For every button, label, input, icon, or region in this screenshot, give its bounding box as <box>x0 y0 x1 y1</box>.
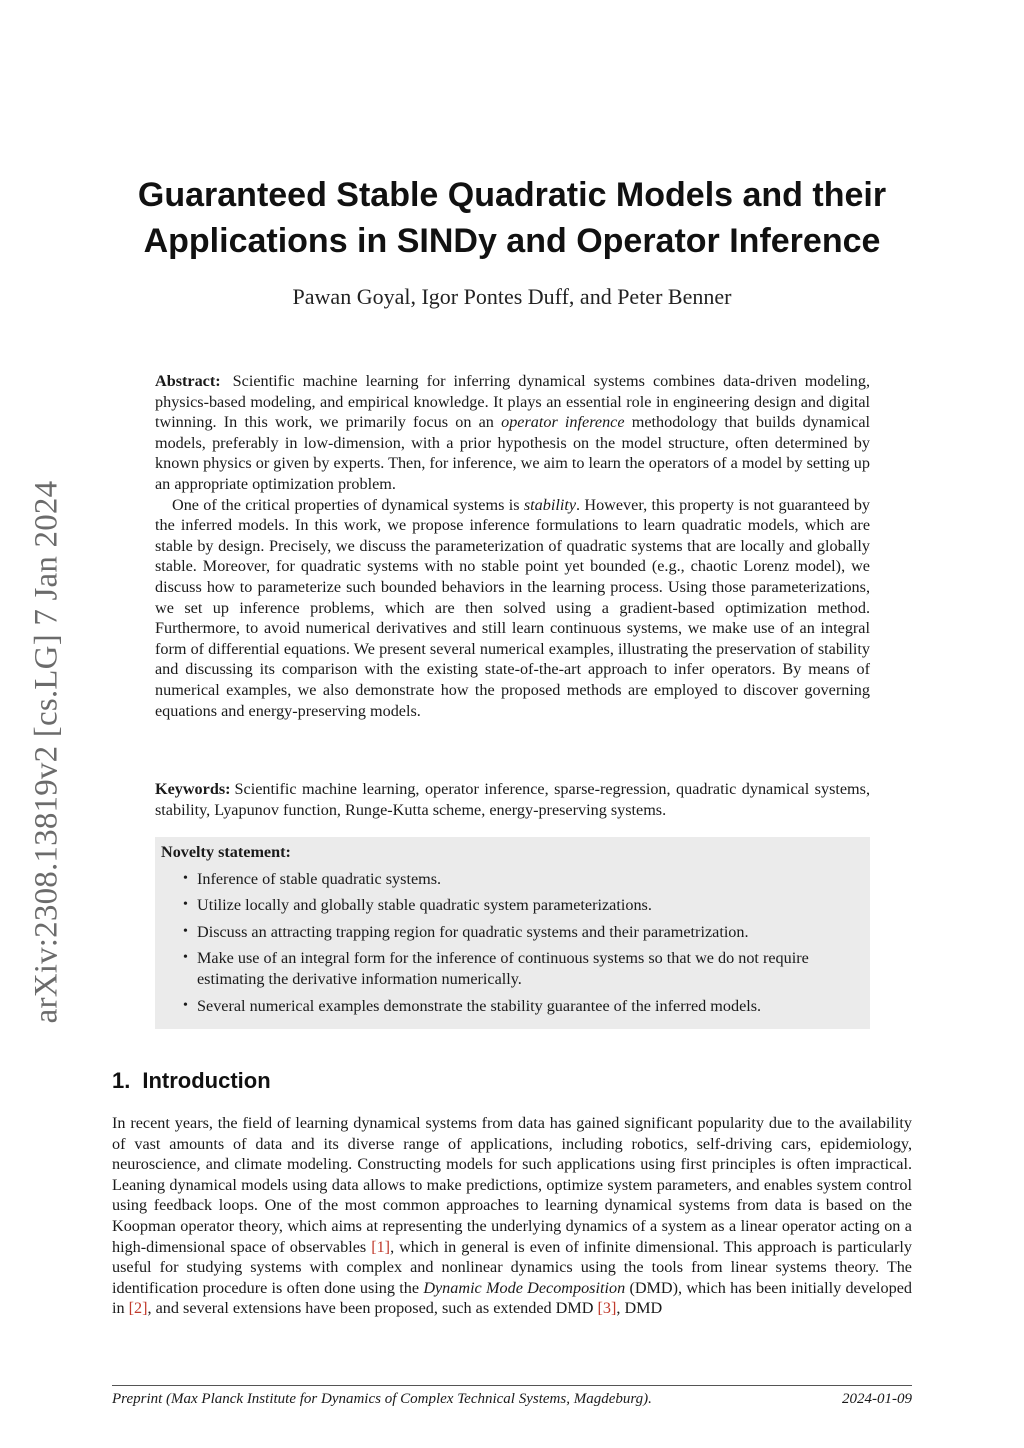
title-line-1: Guaranteed Stable Quadratic Models and their <box>137 176 887 214</box>
keywords-label: Keywords: <box>155 780 231 798</box>
intro-emphasis-dmd: Dynamic Mode Decomposition <box>423 1278 626 1297</box>
paper-title <box>112 172 912 264</box>
novelty-item: • Utilize locally and globally stable quadratic system parameterizations. <box>183 896 652 915</box>
abstract-emphasis: operator inference <box>501 413 625 432</box>
authors: Pawan Goyal, Igor Pontes Duff, and Peter Benner <box>292 284 732 309</box>
citation-link-1[interactable]: [1] <box>371 1237 391 1256</box>
footer-date: 2024-01-09 <box>842 1391 912 1407</box>
title-line-2: Applications in SINDy and Operator Inference <box>143 222 881 260</box>
section-number: 1. <box>112 1068 131 1093</box>
novelty-statement-box <box>155 837 870 1029</box>
novelty-item: • Several numerical examples demonstrate the stability guarantee of the inferred models. <box>183 996 762 1015</box>
bullet-icon: • <box>183 897 188 913</box>
introduction-paragraph: In recent years, the field of learning dynamical systems from data has gained significant popularity due to the availability of vast amounts of data and its diverse range of applications, including robotics, self-driving cars, epidemiology, neuroscience, and climate modeling. Constructing models for such applications using first principles is often impractical. Leaning dynamical models using data allows to make predictions, optimize system parameters, and enables system control using feedback loops. One of the most common approaches to learning dynamical systems from data is based on the Koopman operator theory, which aims at representing the underlying dynamics of a system as a linear operator acting on a high-dimensional space of observables [1], which in general is even of infinite dimensional. This approach is particularly useful for studying systems with complex and nonlinear dynamics using the tools from linear systems theory. The identification procedure is often done using the Dynamic Mode Decomposition (DMD), which has been initially developed in [2], and several extensions have been proposed, such as extended DMD [3], DMD <box>112 1114 912 1318</box>
novelty-list <box>161 869 864 1017</box>
keywords-text: Scientific machine learning, operator inference, sparse-regression, quadratic dynamical systems, stability, Lyapunov function, Runge-Kutta scheme, energy-preserving systems. <box>155 780 870 819</box>
abstract <box>155 371 870 721</box>
novelty-item: • Discuss an attracting trapping region for quadratic systems and their parametrization. <box>183 922 749 941</box>
keywords <box>155 779 870 820</box>
abstract-label: Abstract: <box>155 372 221 390</box>
section-title: Introduction <box>142 1068 271 1093</box>
bullet-icon: • <box>183 950 188 966</box>
bullet-icon: • <box>183 997 188 1013</box>
bullet-icon: • <box>183 923 188 939</box>
citation-link-3[interactable]: [3] <box>597 1299 617 1318</box>
abstract-paragraph-2: One of the critical properties of dynamical systems is stability. However, this property is not guaranteed by the inferred models. In this work, we propose inference formulations to learn quadratic models, which are stable by design. Precisely, we discuss the parameterization of quadratic systems that are locally and globally stable. Moreover, for quadratic systems with no stable point yet bounded (e.g., chaotic Lorenz model), we discuss how to parameterize such bounded behaviors in the learning process. Using those parameterizations, we set up inference problems, which are then solved using a gradient-based optimization method. Furthermore, to avoid numerical derivatives and still learn continuous systems, we make use of an integral form of differential equations. We present several numerical examples, illustrating the preservation of stability and discussing its comparison with the existing state-of-the-art approach to infer operators. By means of numerical examples, we also demonstrate how the proposed methods are employed to discover governing equations and energy-preserving models. <box>155 495 871 720</box>
abstract-paragraph-1: Abstract: Scientific machine learning for inferring dynamical systems combines data-driven modeling, physics-based modeling, and empirical knowledge. It plays an essential role in engineering design and digital twinning. In this work, we primarily focus on an operator inference methodology that builds dynamical models, preferably in low-dimension, with a prior hypothesis on the model structure, often determined by known physics or given by experts. Then, for inference, we aim to learn the operators of a model by setting up an appropriate optimization problem. <box>155 372 870 493</box>
section-heading-introduction <box>112 1068 271 1094</box>
bullet-icon: • <box>183 870 188 886</box>
footer-divider <box>112 1385 912 1386</box>
novelty-item: • Make use of an integral form for the inference of continuous systems so that we do not require estimating the derivative information numerically. <box>183 949 809 988</box>
novelty-item: • Inference of stable quadratic systems. <box>183 869 442 888</box>
footer-preprint-note: Preprint (Max Planck Institute for Dynamics of Complex Technical Systems, Magdeburg). <box>112 1391 652 1407</box>
citation-link-2[interactable]: [2] <box>128 1299 148 1318</box>
arxiv-identifier-text: arXiv:2308.13819v2 [cs.LG] 7 Jan 2024 <box>28 480 65 1024</box>
novelty-title: Novelty statement: <box>161 843 291 861</box>
abstract-emphasis-stability: stability <box>523 495 577 514</box>
